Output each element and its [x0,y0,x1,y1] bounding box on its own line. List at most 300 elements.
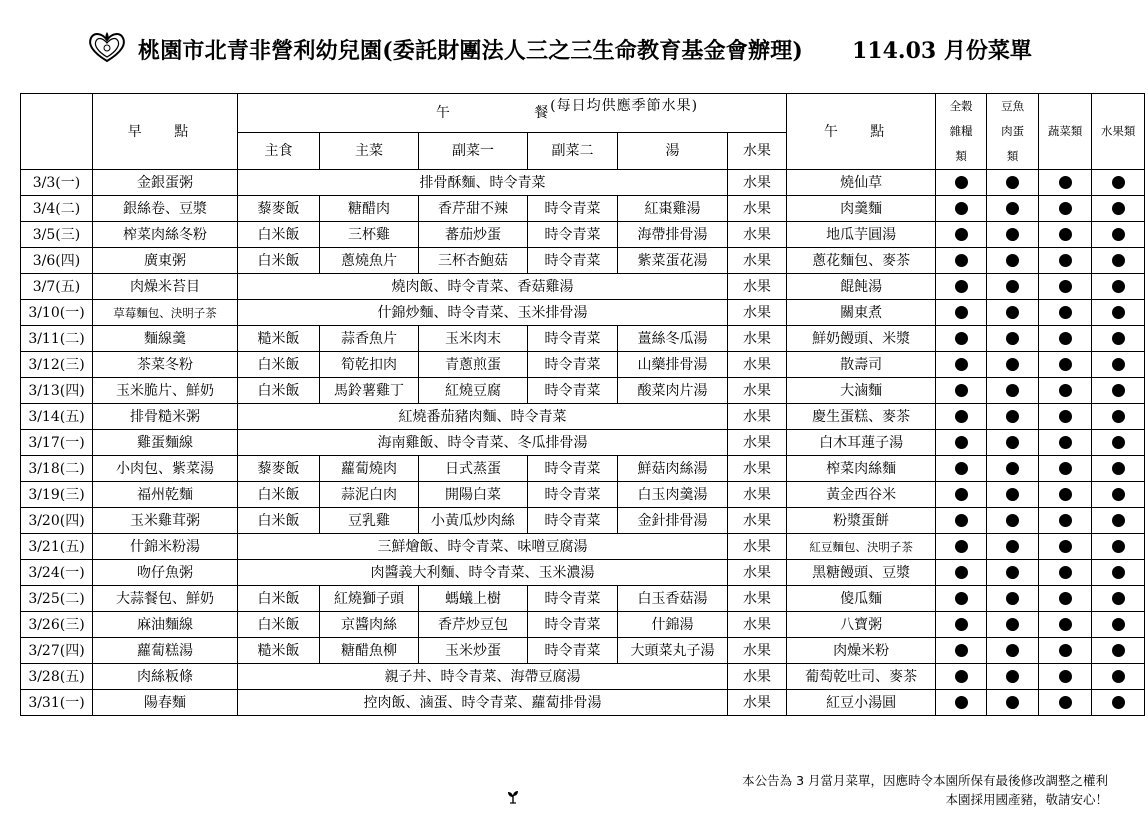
side-dish-1-cell: 日式蒸蛋 [419,456,528,482]
vegetable-check-cell [1039,612,1092,638]
protein-check-cell [987,352,1039,378]
staple-cell: 白米飯 [238,248,320,274]
fruit-cell: 水果 [728,534,787,560]
afternoon-snack-cell: 肉羹麵 [787,196,936,222]
main-dish-cell: 豆乳雞 [320,508,419,534]
vegetable-check-cell [1039,300,1092,326]
filled-dot-icon [1112,436,1125,449]
filled-dot-icon [1112,228,1125,241]
filled-dot-icon [955,384,968,397]
menu-body [21,170,1145,716]
table-header-row [21,94,1145,133]
breakfast-cell: 榨菜肉絲冬粉 [93,222,238,248]
grains-check-cell [936,352,987,378]
page-header [0,30,1148,72]
filled-dot-icon [1059,514,1072,527]
fruit-cell: 水果 [728,612,787,638]
afternoon-snack-cell: 傻瓜麵 [787,586,936,612]
fruit-group-check-cell [1092,534,1145,560]
filled-dot-icon [1059,202,1072,215]
filled-dot-icon [955,306,968,319]
filled-dot-icon [955,410,968,423]
filled-dot-icon [1112,332,1125,345]
filled-dot-icon [1112,306,1125,319]
lunch-combined-cell: 親子丼、時令青菜、海帶豆腐湯 [238,664,728,690]
protein-check-cell [987,300,1039,326]
filled-dot-icon [1059,410,1072,423]
vegetable-check-cell [1039,560,1092,586]
staple-cell: 白米飯 [238,352,320,378]
afternoon-snack-cell: 蔥花麵包、麥茶 [787,248,936,274]
table-row [21,222,1145,248]
breakfast-cell: 銀絲卷、豆漿 [93,196,238,222]
filled-dot-icon [1059,696,1072,709]
date-cell: 3/12(三) [21,352,93,378]
vegetable-check-cell [1039,664,1092,690]
soup-header: 湯 [618,132,728,169]
side-dish-1-cell: 玉米肉末 [419,326,528,352]
grains-check-cell [936,170,987,196]
filled-dot-icon [955,618,968,631]
protein-check-cell [987,638,1039,664]
filled-dot-icon [1112,462,1125,475]
breakfast-cell: 肉燥米苔目 [93,274,238,300]
main-dish-cell: 糖醋肉 [320,196,419,222]
date-cell: 3/26(三) [21,612,93,638]
breakfast-cell: 金銀蛋粥 [93,170,238,196]
side-dish-2-cell: 時令青菜 [528,508,618,534]
staple-cell: 糙米飯 [238,638,320,664]
table-row [21,586,1145,612]
filled-dot-icon [955,592,968,605]
side-dish-1-cell: 蕃茄炒蛋 [419,222,528,248]
date-cell: 3/7(五) [21,274,93,300]
protein-check-cell [987,404,1039,430]
soup-cell: 金針排骨湯 [618,508,728,534]
protein-check-cell [987,430,1039,456]
afternoon-snack-cell: 榨菜肉絲麵 [787,456,936,482]
vegetable-check-cell [1039,430,1092,456]
filled-dot-icon [1059,280,1072,293]
fruit-cell: 水果 [728,560,787,586]
filled-dot-icon [1112,670,1125,683]
date-cell: 3/28(五) [21,664,93,690]
breakfast-cell: 陽春麵 [93,690,238,716]
afternoon-snack-cell: 葡萄乾吐司、麥茶 [787,664,936,690]
table-row [21,378,1145,404]
fruit-group-check-cell [1092,664,1145,690]
filled-dot-icon [1006,228,1019,241]
protein-check-cell [987,508,1039,534]
side-dish-2-cell: 時令青菜 [528,326,618,352]
date-cell: 3/24(一) [21,560,93,586]
soup-cell: 大頭菜丸子湯 [618,638,728,664]
filled-dot-icon [1059,332,1072,345]
afternoon-snack-cell: 燒仙草 [787,170,936,196]
menu-issue: 114.03 月份菜單 [852,38,1032,64]
vegetable-check-cell [1039,222,1092,248]
filled-dot-icon [1006,384,1019,397]
breakfast-cell: 大蒜餐包、鮮奶 [93,586,238,612]
filled-dot-icon [955,670,968,683]
date-cell: 3/19(三) [21,482,93,508]
fruit-group-check-cell [1092,274,1145,300]
lunch-combined-cell: 紅燒番茄豬肉麵、時令青菜 [238,404,728,430]
protein-check-cell [987,664,1039,690]
side-dish-2-cell: 時令青菜 [528,378,618,404]
soup-cell: 鮮菇肉絲湯 [618,456,728,482]
date-cell: 3/4(二) [21,196,93,222]
lunch-note: (每日均供應季節水果) [550,98,699,114]
table-row [21,196,1145,222]
staple-cell: 白米飯 [238,612,320,638]
lunch-combined-cell: 什錦炒麵、時令青菜、玉米排骨湯 [238,300,728,326]
main-dish-cell: 馬鈴薯雞丁 [320,378,419,404]
protein-check-cell [987,560,1039,586]
table-row [21,690,1145,716]
filled-dot-icon [1112,358,1125,371]
breakfast-header: 早 點 [93,94,238,170]
lunch-combined-cell: 三鮮燴飯、時令青菜、味噌豆腐湯 [238,534,728,560]
date-cell: 3/18(二) [21,456,93,482]
filled-dot-icon [1006,696,1019,709]
filled-dot-icon [1006,254,1019,267]
protein-check-cell [987,534,1039,560]
filled-dot-icon [1006,618,1019,631]
filled-dot-icon [1112,514,1125,527]
staple-cell: 白米飯 [238,222,320,248]
filled-dot-icon [1006,306,1019,319]
date-cell: 3/3(一) [21,170,93,196]
table-row [21,248,1145,274]
grains-check-cell [936,612,987,638]
vegetable-check-cell [1039,196,1092,222]
filled-dot-icon [1059,618,1072,631]
filled-dot-icon [1006,280,1019,293]
filled-dot-icon [955,358,968,371]
side-dish-2-cell: 時令青菜 [528,482,618,508]
table-row [21,326,1145,352]
filled-dot-icon [1059,384,1072,397]
protein-check-cell [987,222,1039,248]
date-cell: 3/20(四) [21,508,93,534]
filled-dot-icon [1059,670,1072,683]
sprout-icon [507,790,519,804]
filled-dot-icon [955,228,968,241]
grains-check-cell [936,430,987,456]
fruit-cell: 水果 [728,456,787,482]
fruit-cell: 水果 [728,664,787,690]
table-row [21,612,1145,638]
breakfast-cell: 草莓麵包、決明子茶 [93,300,238,326]
grains-check-cell [936,300,987,326]
grains-check-cell [936,196,987,222]
side-dish-2-cell: 時令青菜 [528,352,618,378]
table-row [21,456,1145,482]
staple-cell: 白米飯 [238,378,320,404]
soup-cell: 山藥排骨湯 [618,352,728,378]
lunch-combined-cell: 海南雞飯、時令青菜、冬瓜排骨湯 [238,430,728,456]
grains-check-cell [936,326,987,352]
protein-check-cell [987,170,1039,196]
date-cell: 3/11(二) [21,326,93,352]
protein-check-cell [987,482,1039,508]
filled-dot-icon [1006,358,1019,371]
filled-dot-icon [1059,306,1072,319]
vegetable-check-cell [1039,456,1092,482]
fruit-group-check-cell [1092,326,1145,352]
soup-cell: 薑絲冬瓜湯 [618,326,728,352]
protein-header: 豆魚肉蛋類 [987,94,1039,170]
fruit-cell: 水果 [728,274,787,300]
main-dish-cell: 蒜香魚片 [320,326,419,352]
footer-line-2: 本園採用國產豬，敬請安心！ [945,792,1108,807]
protein-check-cell [987,612,1039,638]
filled-dot-icon [955,254,968,267]
fruit-group-check-cell [1092,222,1145,248]
main-dish-cell: 筍乾扣肉 [320,352,419,378]
filled-dot-icon [1059,254,1072,267]
fruit-cell: 水果 [728,508,787,534]
grains-check-cell [936,586,987,612]
fruit-header: 水果 [728,132,787,169]
fruit-group-check-cell [1092,300,1145,326]
grains-check-cell [936,378,987,404]
table-row [21,560,1145,586]
filled-dot-icon [1059,592,1072,605]
breakfast-cell: 什錦米粉湯 [93,534,238,560]
fruit-group-check-cell [1092,456,1145,482]
side-dish-1-cell: 香芹炒豆包 [419,612,528,638]
main-dish-header: 主菜 [320,132,419,169]
lunch-combined-cell: 排骨酥麵、時令青菜 [238,170,728,196]
protein-check-cell [987,690,1039,716]
table-row [21,274,1145,300]
filled-dot-icon [1006,514,1019,527]
grains-check-cell [936,404,987,430]
afternoon-snack-cell: 黑糖饅頭、豆漿 [787,560,936,586]
breakfast-cell: 蘿蔔糕湯 [93,638,238,664]
grains-check-cell [936,482,987,508]
fruit-group-check-cell [1092,430,1145,456]
filled-dot-icon [1112,696,1125,709]
filled-dot-icon [955,202,968,215]
vegetable-check-cell [1039,586,1092,612]
fruit-cell: 水果 [728,430,787,456]
vegetable-header: 蔬菜類 [1039,94,1092,170]
fruit-cell: 水果 [728,404,787,430]
monthly-menu-table [20,93,1145,716]
filled-dot-icon [1006,644,1019,657]
fruit-group-check-cell [1092,560,1145,586]
date-cell: 3/21(五) [21,534,93,560]
page-title: 桃園市北青非營利幼兒園(委託財團法人三之三生命教育基金會辦理) [138,38,804,64]
date-cell: 3/10(一) [21,300,93,326]
vegetable-check-cell [1039,248,1092,274]
filled-dot-icon [1059,644,1072,657]
footer-notice [742,771,1108,809]
filled-dot-icon [1006,410,1019,423]
side-dish-2-cell: 時令青菜 [528,196,618,222]
fruit-group-check-cell [1092,352,1145,378]
vegetable-check-cell [1039,404,1092,430]
filled-dot-icon [955,462,968,475]
filled-dot-icon [955,696,968,709]
filled-dot-icon [1059,228,1072,241]
afternoon-snack-cell: 紅豆小湯圓 [787,690,936,716]
main-dish-cell: 京醬肉絲 [320,612,419,638]
soup-cell: 酸菜肉片湯 [618,378,728,404]
soup-cell: 紫菜蛋花湯 [618,248,728,274]
main-dish-cell: 糖醋魚柳 [320,638,419,664]
filled-dot-icon [955,644,968,657]
afternoon-snack-cell: 肉燥米粉 [787,638,936,664]
afternoon-snack-cell: 白木耳蓮子湯 [787,430,936,456]
soup-cell: 紅棗雞湯 [618,196,728,222]
side-dish-1-cell: 三杯杏鮑菇 [419,248,528,274]
soup-cell: 海帶排骨湯 [618,222,728,248]
filled-dot-icon [955,280,968,293]
date-cell: 3/17(一) [21,430,93,456]
staple-cell: 白米飯 [238,586,320,612]
date-cell: 3/25(二) [21,586,93,612]
breakfast-cell: 小肉包、紫菜湯 [93,456,238,482]
filled-dot-icon [1006,566,1019,579]
filled-dot-icon [1006,462,1019,475]
grains-check-cell [936,638,987,664]
date-cell: 3/13(四) [21,378,93,404]
date-cell: 3/5(三) [21,222,93,248]
filled-dot-icon [1112,384,1125,397]
staple-cell: 白米飯 [238,508,320,534]
breakfast-cell: 茶菜冬粉 [93,352,238,378]
filled-dot-icon [1006,488,1019,501]
filled-dot-icon [1112,540,1125,553]
filled-dot-icon [1059,462,1072,475]
side-dish-1-cell: 青蔥煎蛋 [419,352,528,378]
breakfast-cell: 雞蛋麵線 [93,430,238,456]
afternoon-snack-cell: 散壽司 [787,352,936,378]
side-dish-2-cell: 時令青菜 [528,586,618,612]
afternoon-snack-cell: 鮮奶饅頭、米漿 [787,326,936,352]
protein-check-cell [987,196,1039,222]
fruit-group-check-cell [1092,196,1145,222]
afternoon-snack-cell: 黃金西谷米 [787,482,936,508]
fruit-cell: 水果 [728,352,787,378]
vegetable-check-cell [1039,534,1092,560]
date-cell: 3/14(五) [21,404,93,430]
afternoon-snack-cell: 八寶粥 [787,612,936,638]
fruit-cell: 水果 [728,300,787,326]
staple-cell: 藜麥飯 [238,196,320,222]
staple-cell: 藜麥飯 [238,456,320,482]
staple-cell: 白米飯 [238,482,320,508]
table-row [21,170,1145,196]
date-header [21,94,93,170]
side-dish-1-cell: 小黃瓜炒肉絲 [419,508,528,534]
filled-dot-icon [1112,644,1125,657]
grains-check-cell [936,534,987,560]
vegetable-check-cell [1039,274,1092,300]
staple-header: 主食 [238,132,320,169]
filled-dot-icon [1006,436,1019,449]
filled-dot-icon [1059,540,1072,553]
soup-cell: 白玉香菇湯 [618,586,728,612]
staple-cell: 糙米飯 [238,326,320,352]
side-dish-1-cell: 玉米炒蛋 [419,638,528,664]
side-dish-2-cell: 時令青菜 [528,222,618,248]
date-cell: 3/31(一) [21,690,93,716]
fruit-group-header: 水果類 [1092,94,1145,170]
vegetable-check-cell [1039,690,1092,716]
fruit-cell: 水果 [728,690,787,716]
fruit-cell: 水果 [728,170,787,196]
fruit-group-check-cell [1092,248,1145,274]
grains-check-cell [936,248,987,274]
afternoon-snack-cell: 粉漿蛋餅 [787,508,936,534]
breakfast-cell: 麻油麵線 [93,612,238,638]
main-dish-cell: 蔥燒魚片 [320,248,419,274]
table-row [21,352,1145,378]
fruit-group-check-cell [1092,404,1145,430]
afternoon-snack-cell: 大滷麵 [787,378,936,404]
side-dish-2-cell: 時令青菜 [528,248,618,274]
filled-dot-icon [1112,488,1125,501]
filled-dot-icon [1059,566,1072,579]
side-dish-2-cell: 時令青菜 [528,456,618,482]
filled-dot-icon [955,566,968,579]
protein-check-cell [987,274,1039,300]
vegetable-check-cell [1039,508,1092,534]
filled-dot-icon [1006,670,1019,683]
vegetable-check-cell [1039,326,1092,352]
afternoon-snack-header: 午 點 [787,94,936,170]
vegetable-check-cell [1039,638,1092,664]
filled-dot-icon [1006,332,1019,345]
table-row [21,300,1145,326]
breakfast-cell: 排骨糙米粥 [93,404,238,430]
grains-header: 全穀雜糧類 [936,94,987,170]
afternoon-snack-cell: 餛飩湯 [787,274,936,300]
afternoon-snack-cell: 紅豆麵包、決明子茶 [787,534,936,560]
afternoon-snack-cell: 關東煮 [787,300,936,326]
fruit-cell: 水果 [728,378,787,404]
soup-cell: 白玉肉羹湯 [618,482,728,508]
filled-dot-icon [1006,592,1019,605]
side-dish-1-cell: 紅燒豆腐 [419,378,528,404]
fruit-group-check-cell [1092,482,1145,508]
grains-check-cell [936,664,987,690]
grains-check-cell [936,274,987,300]
lunch-header: 午 餐 (每日均供應季節水果) [238,94,787,133]
table-row [21,482,1145,508]
afternoon-snack-cell: 地瓜芋圓湯 [787,222,936,248]
fruit-group-check-cell [1092,638,1145,664]
side-dish-2-cell: 時令青菜 [528,638,618,664]
vegetable-check-cell [1039,378,1092,404]
fruit-group-check-cell [1092,508,1145,534]
breakfast-cell: 福州乾麵 [93,482,238,508]
footer-line-1: 本公告為 3 月當月菜單，因應時令本園所保有最後修改調整之權利 [742,773,1108,788]
fruit-cell: 水果 [728,222,787,248]
lunch-combined-cell: 肉醬義大利麵、時令青菜、玉米濃湯 [238,560,728,586]
filled-dot-icon [1059,358,1072,371]
filled-dot-icon [955,514,968,527]
vegetable-check-cell [1039,352,1092,378]
table-row [21,404,1145,430]
filled-dot-icon [1112,254,1125,267]
fruit-cell: 水果 [728,586,787,612]
